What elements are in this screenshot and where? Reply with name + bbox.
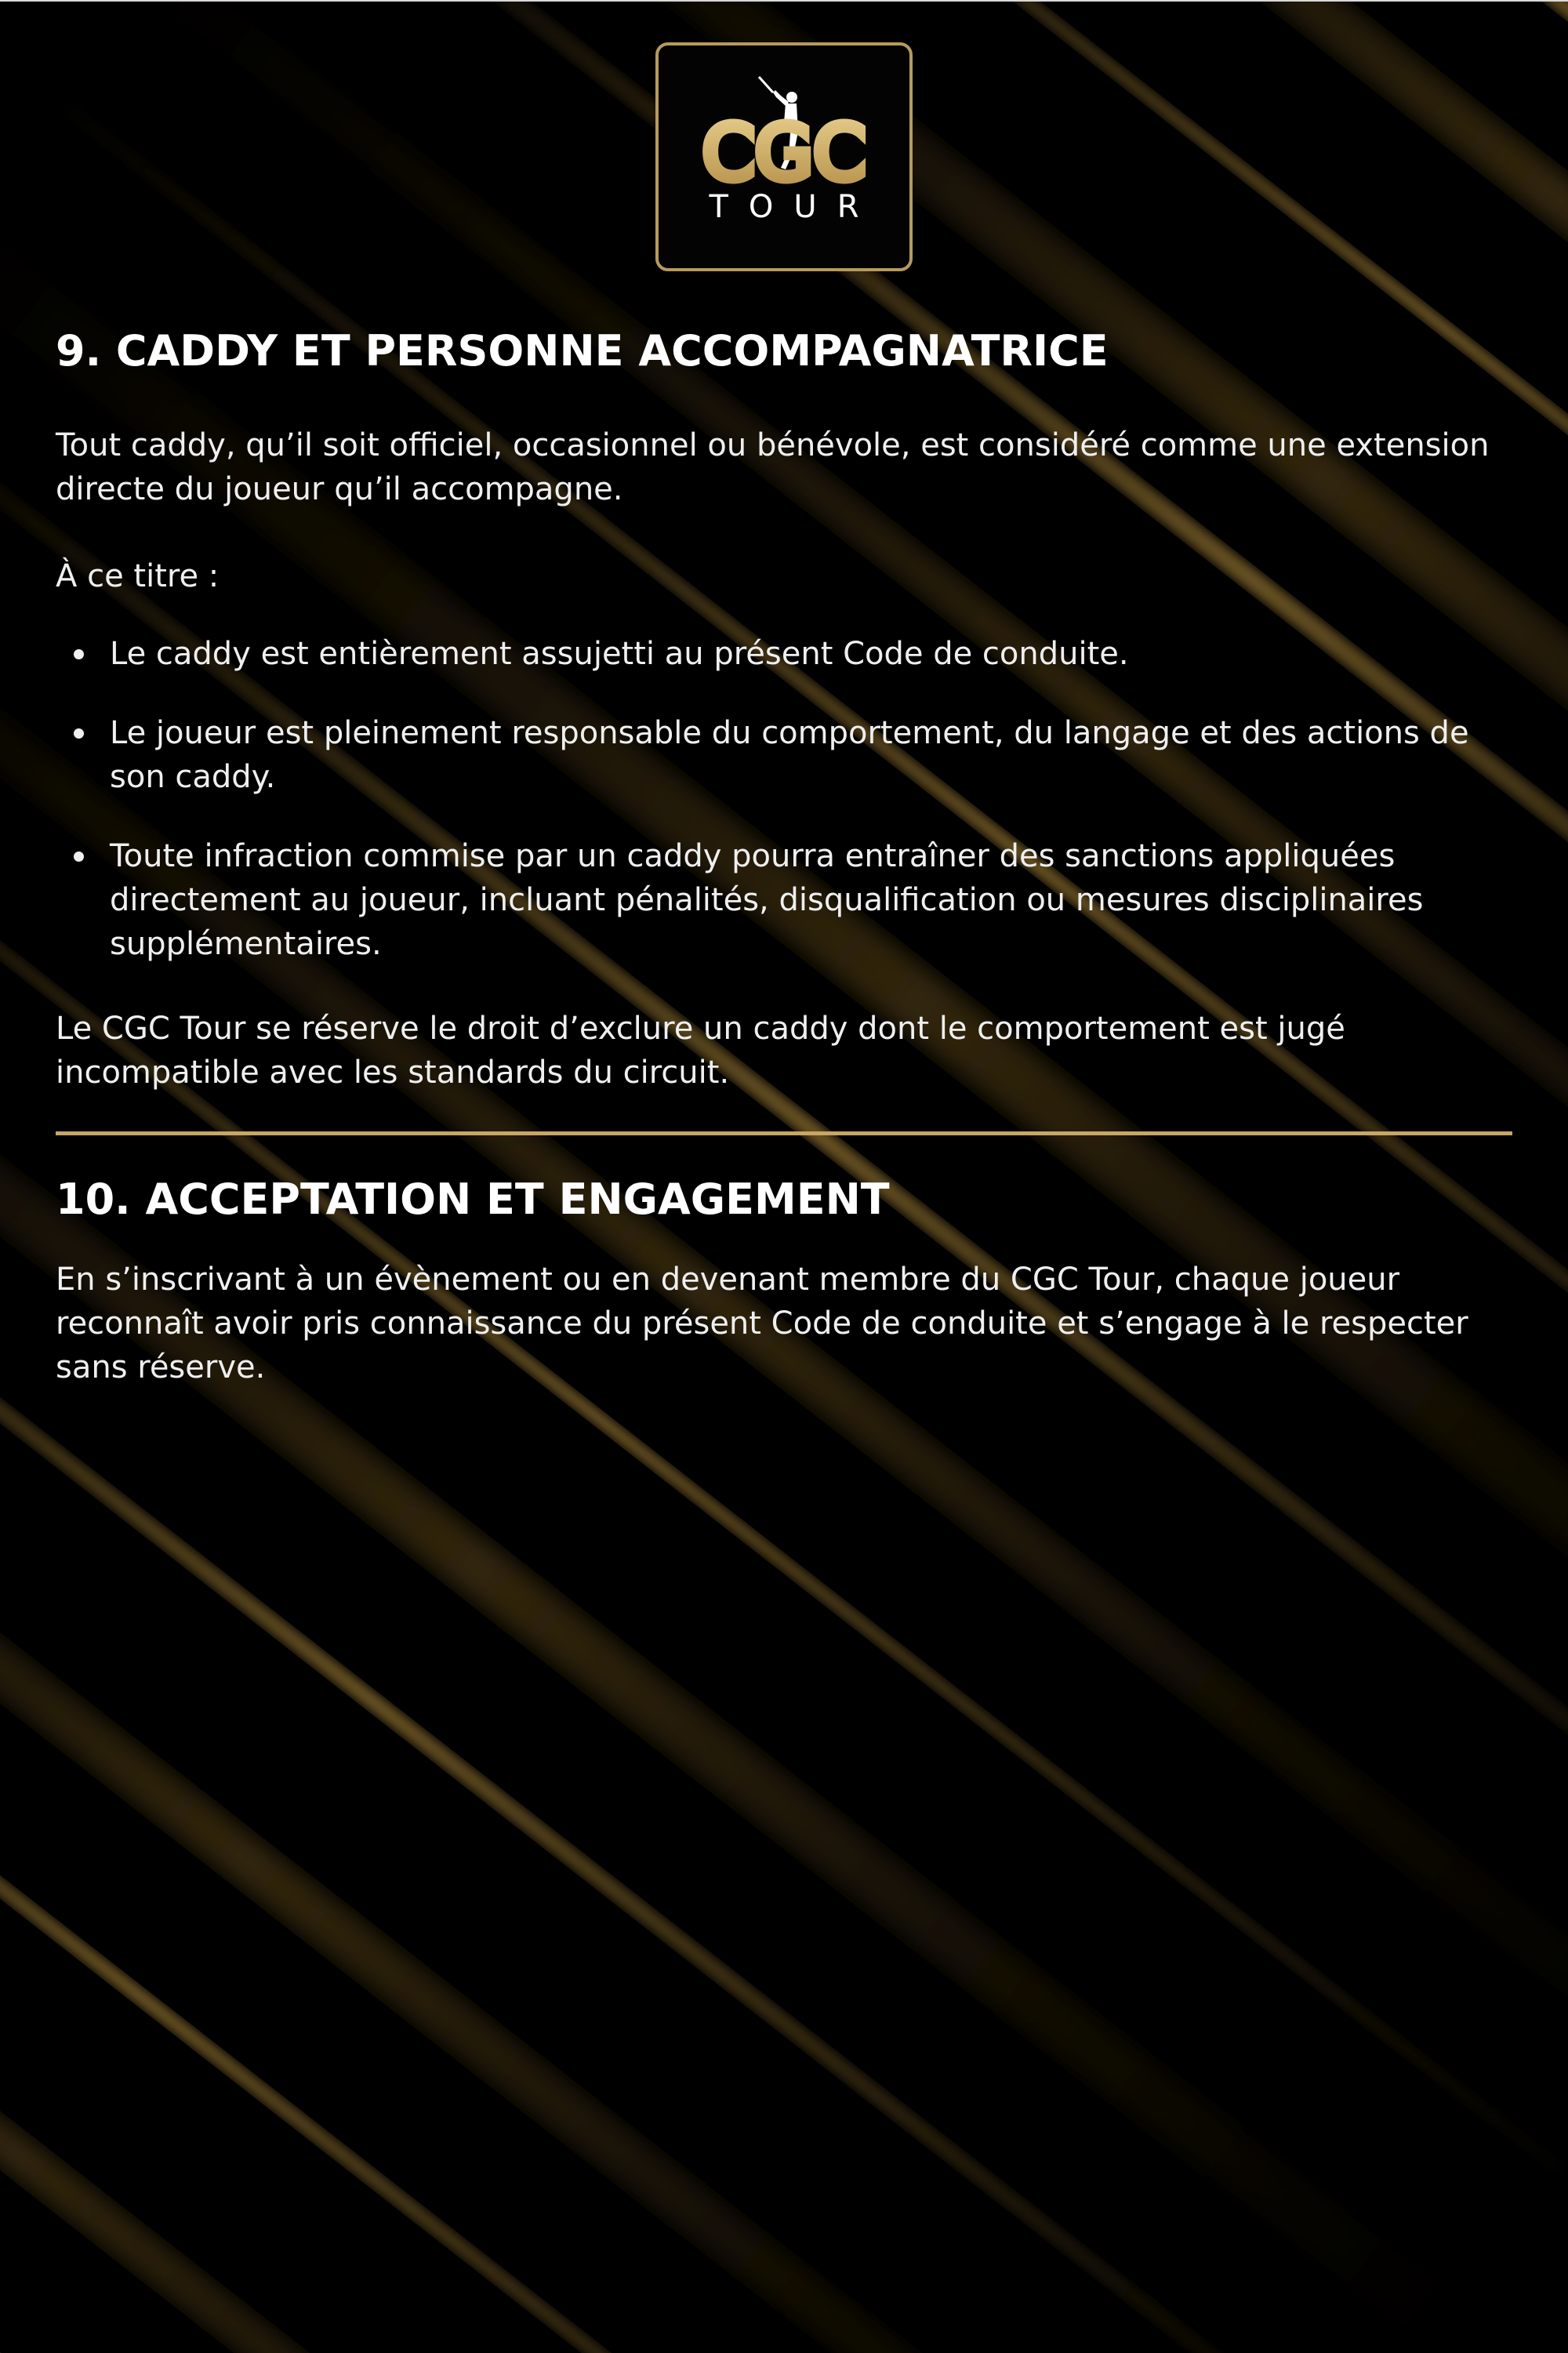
section-9-lead: À ce titre : xyxy=(56,558,220,594)
section-9-heading: 9. CADDY ET PERSONNE ACCOMPAGNATRICE xyxy=(56,326,1109,376)
section-10-body: En s’inscrivant à un évènement ou en devenant membre du CGC Tour, chaque joueur reconnaît avoir pris connaissance du présent Code de conduite et s’engage à le respecter sans réserve. xyxy=(56,1262,1468,1385)
section-10-heading: 10. ACCEPTATION ET ENGAGEMENT xyxy=(56,1175,890,1224)
list-item xyxy=(56,711,1514,799)
list-item-text: Le caddy est entièrement assujetti au présent Code de conduite. xyxy=(110,636,1129,672)
list-item xyxy=(56,834,1514,966)
bullet-icon xyxy=(74,649,84,659)
section-divider xyxy=(56,1131,1512,1135)
list-item-text: Le joueur est pleinement responsable du comportement, du langage et des actions de son caddy. xyxy=(110,715,1469,795)
bullet-icon xyxy=(74,728,84,739)
section-9-closing: Le CGC Tour se réserve le droit d’exclure un caddy dont le comportement est jugé incompatible avec les standards du circuit. xyxy=(56,1011,1345,1091)
cgc-tour-logo xyxy=(655,42,913,271)
section-9-intro: Tout caddy, qu’il soit officiel, occasionnel ou bénévole, est considéré comme une extension directe du joueur qu’il accompagne. xyxy=(56,427,1490,507)
list-item-text: Toute infraction commise par un caddy pourra entraîner des sanctions appliquées directement au joueur, incluant pénalités, disqualification ou mesures disciplinaires supplémentaires. xyxy=(110,838,1424,962)
section-9-bullet-list xyxy=(56,632,1514,966)
list-item xyxy=(56,632,1514,676)
golfer-logo-icon xyxy=(659,45,909,268)
logo-subline: TOUR xyxy=(709,189,880,225)
bullet-icon xyxy=(74,852,84,862)
logo-wordmark: CGC xyxy=(702,109,866,197)
top-border xyxy=(0,0,1568,2)
